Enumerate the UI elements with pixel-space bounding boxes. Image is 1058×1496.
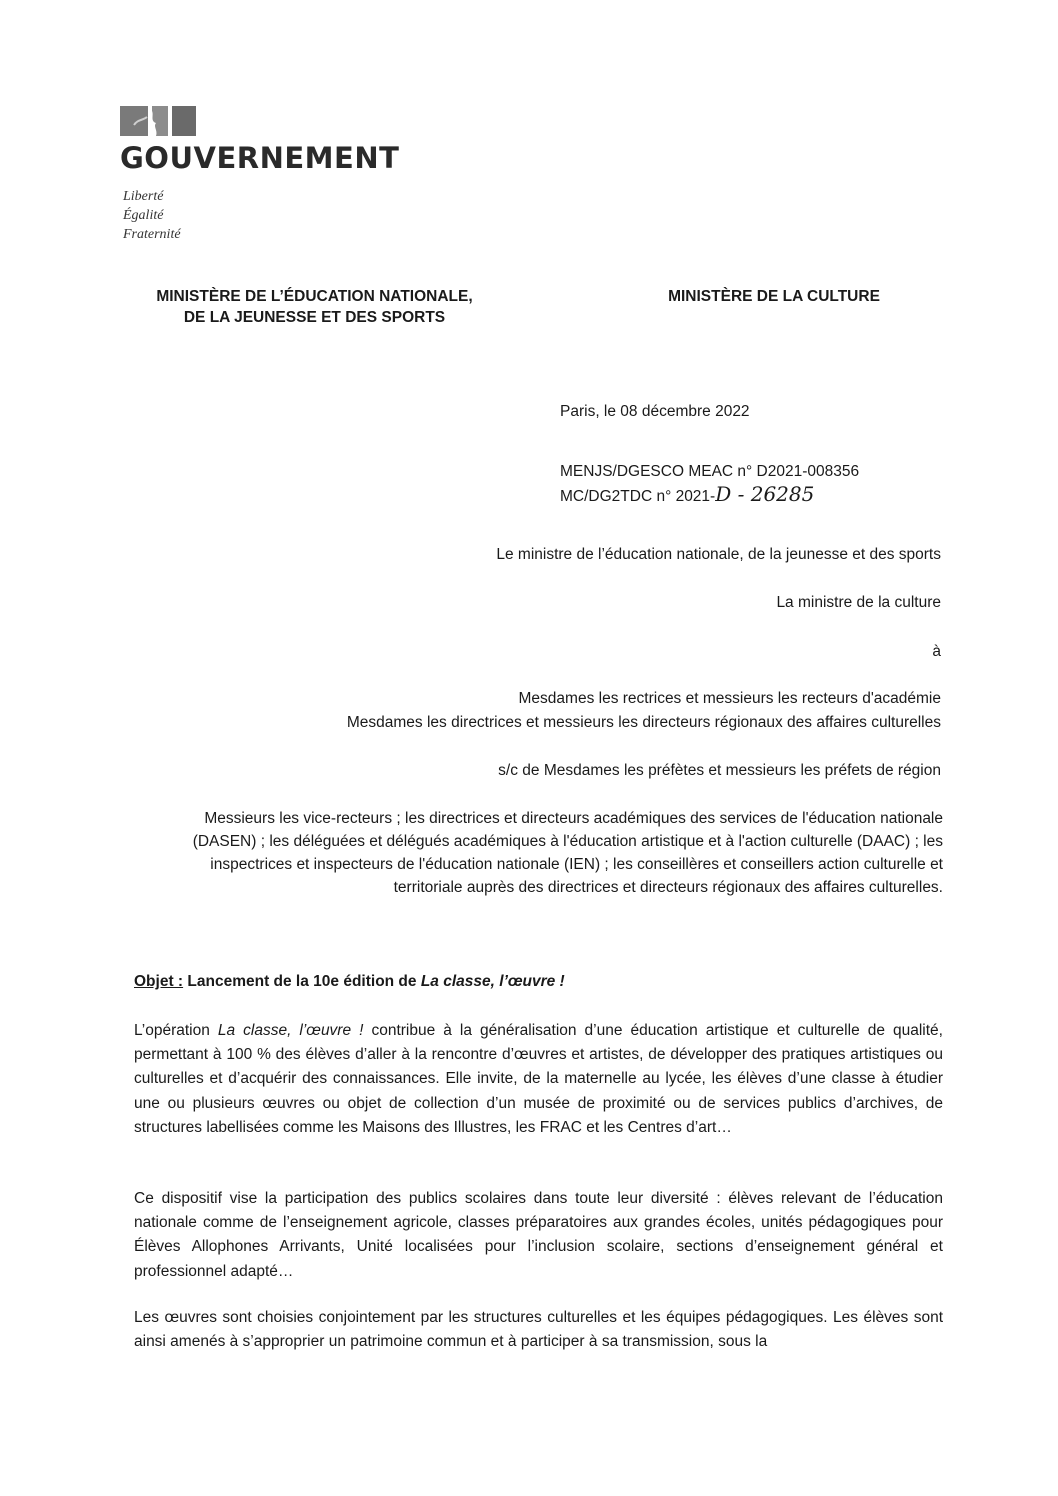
letter-date: Paris, le 08 décembre 2022 [560,403,750,420]
p1-start: L’opération [134,1022,218,1039]
p2-text: Ce dispositif vise la participation des publics scolaires dans toute leur diversité : élèves relevant de l’éducation nationale comme de l’enseignement agricole, classes préparatoires aux grandes écoles, unités pédagogiques pour Élèves Allophones Arrivants, Unité localisées pour l’inclusion scolaire, sections d’enseignement général et professionnel adapté… [134,1190,943,1280]
subject-program-title: La classe, l’œuvre ! [420,973,565,990]
motto-egalite: Égalité [123,208,164,223]
republic-motto [123,187,181,244]
marianne-logo-icon [120,103,196,136]
motto-fraternite: Fraternité [123,227,181,242]
p1-program-title: La classe, l’œuvre ! [217,1022,364,1039]
body-paragraph-1 [134,1019,943,1140]
ministry-education-line-1: MINISTÈRE DE L’ÉDUCATION NATIONALE, [156,288,473,305]
addressee-recteurs: Mesdames les rectrices et messieurs les recteurs d'académie [518,690,941,707]
p3-text: Les œuvres sont choisies conjointement par les structures culturelles et les équipes pédagogiques. Les élèves sont ainsi amenés à s’approprier un patrimoine commun et à participer à sa transmission, sous la [134,1309,943,1351]
addressee-via-prefets: s/c de Mesdames les préfètes et messieurs les préfets de région [498,762,941,779]
other-recipients-line: (DASEN) ; les déléguées et délégués académiques à l'éducation artistique et à l'action culturelle (DAAC) ; les [192,833,943,850]
other-recipients-line: Messieurs les vice-recteurs ; les directrices et directeurs académiques des services de l'éducation nationale [204,810,943,827]
body-paragraph-3 [134,1306,943,1354]
letter-subject [134,973,565,991]
other-recipients-line: inspectrices et inspecteurs de l'éducation nationale (IEN) ; les conseillères et conseillers action culturelle et [210,856,943,873]
government-wordmark: GOUVERNEMENT [120,141,400,175]
other-recipients [118,807,943,899]
government-logo [120,103,400,242]
body-paragraph-2 [134,1187,943,1284]
reference-mc [560,484,814,507]
ministry-education-heading [113,286,516,328]
ministry-education-line-2: DE LA JEUNESSE ET DES SPORTS [183,309,446,326]
p1-rest: contribue à la généralisation d’une éducation artistique et culturelle de qualité, permettant à 100 % des élèves d’aller à la rencontre d’œuvres et artistes, de développer des pratiques artistiques ou culturelles et d’acquérir des connaissances. Elle invite, de la maternelle au lycée, les élèves d’une classe à étudier une ou plusieurs œuvres ou objet de collection d’un musée de proximité ou de services publics d’archives, de structures labellisées comme les Maisons des Illustres, les FRAC et les Centres d’art… [134,1022,943,1136]
to-label: à [932,643,941,660]
sender-minister-education: Le ministre de l’éducation nationale, de la jeunesse et des sports [496,546,941,563]
subject-text: Lancement de la 10e édition de [183,973,421,990]
addressee-drac: Mesdames les directrices et messieurs les directeurs régionaux des affaires culturelles [346,714,941,731]
sender-minister-culture: La ministre de la culture [776,594,941,611]
other-recipients-line: territoriale auprès des directrices et directeurs régionaux des affaires culturelles. [393,879,943,896]
handwritten-number: D - 26285 [715,482,815,506]
motto-liberte: Liberté [123,189,164,204]
subject-label: Objet : [134,973,184,990]
ministry-culture-heading: MINISTÈRE DE LA CULTURE [668,288,880,305]
reference-menjs: MENJS/DGESCO MEAC n° D2021-008356 [560,463,860,480]
reference-mc-prefix: MC/DG2TDC n° 2021- [560,488,716,505]
